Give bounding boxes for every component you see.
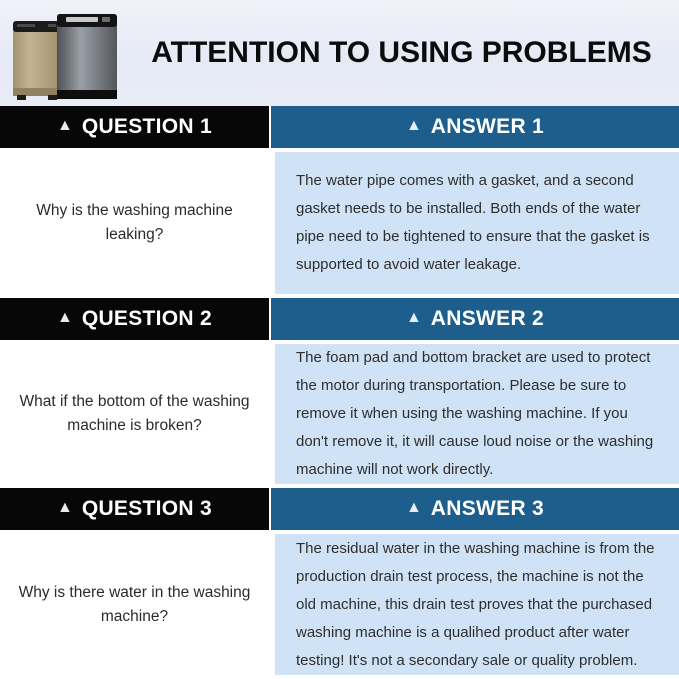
washing-machines-image: [0, 0, 134, 106]
page-title: ATTENTION TO USING PROBLEMS: [151, 36, 652, 69]
answer-3-panel: [275, 534, 679, 675]
question-2-text: What if the bottom of the washing machine is broken?: [19, 393, 250, 434]
washing-machines-icon: [6, 8, 128, 102]
triangle-icon: ▲: [56, 309, 73, 326]
question-2-header: [0, 298, 269, 340]
answer-1-panel: [275, 152, 679, 294]
qa-header-row-1: [0, 106, 679, 148]
question-1-text: Why is the washing machine leaking?: [36, 202, 233, 243]
answer-1-text: The water pipe comes with a gasket, and a second gasket needs to be installed. Both ends of the water pipe need to be tightened to ensure that the gasket is supported to avoid water leakage.: [296, 172, 650, 273]
question-1-cell: [0, 148, 269, 298]
question-2-header-label: QUESTION 2: [81, 307, 213, 330]
answer-1-cell: [269, 148, 679, 298]
answer-2-cell: [269, 340, 679, 488]
answer-3-cell: [269, 530, 679, 679]
triangle-icon: ▲: [405, 309, 422, 326]
question-2-cell: [0, 340, 269, 488]
qa-content-row-3: [0, 530, 679, 679]
answer-2-text: The foam pad and bottom bracket are used to protect the motor during transportation. Please be sure to remove it when using the washing machine. If you don't remove it, it will cause loud noise or the washing machine will not work directly.: [296, 349, 654, 478]
question-3-text: Why is there water in the washing machine?: [18, 583, 251, 625]
answer-3-text: The residual water in the washing machine is from the production drain test process, the machine is not the old machine, this drain test proves that the purchased washing machine is a qualihed product after water testing! It's not a secondary sale or quality problem.: [296, 539, 655, 669]
triangle-icon: ▲: [56, 499, 73, 516]
answer-1-header: [271, 106, 679, 148]
triangle-icon: ▲: [405, 117, 422, 134]
question-3-cell: [0, 530, 269, 679]
qa-content-row-2: [0, 340, 679, 488]
answer-1-header-label: ANSWER 1: [430, 115, 545, 138]
answer-2-header-label: ANSWER 2: [430, 307, 545, 330]
qa-header-row-3: [0, 488, 679, 530]
qa-header-row-2: [0, 298, 679, 340]
question-3-header: [0, 488, 269, 530]
question-3-header-label: QUESTION 3: [81, 497, 213, 520]
qa-content-row-1: [0, 148, 679, 298]
top-banner: [0, 0, 679, 106]
answer-3-header: [271, 488, 679, 530]
answer-3-header-label: ANSWER 3: [430, 497, 545, 520]
answer-2-header: [271, 298, 679, 340]
question-1-header-label: QUESTION 1: [81, 115, 213, 138]
triangle-icon: ▲: [56, 117, 73, 134]
triangle-icon: ▲: [405, 499, 422, 516]
answer-2-panel: [275, 344, 679, 484]
question-1-header: [0, 106, 269, 148]
